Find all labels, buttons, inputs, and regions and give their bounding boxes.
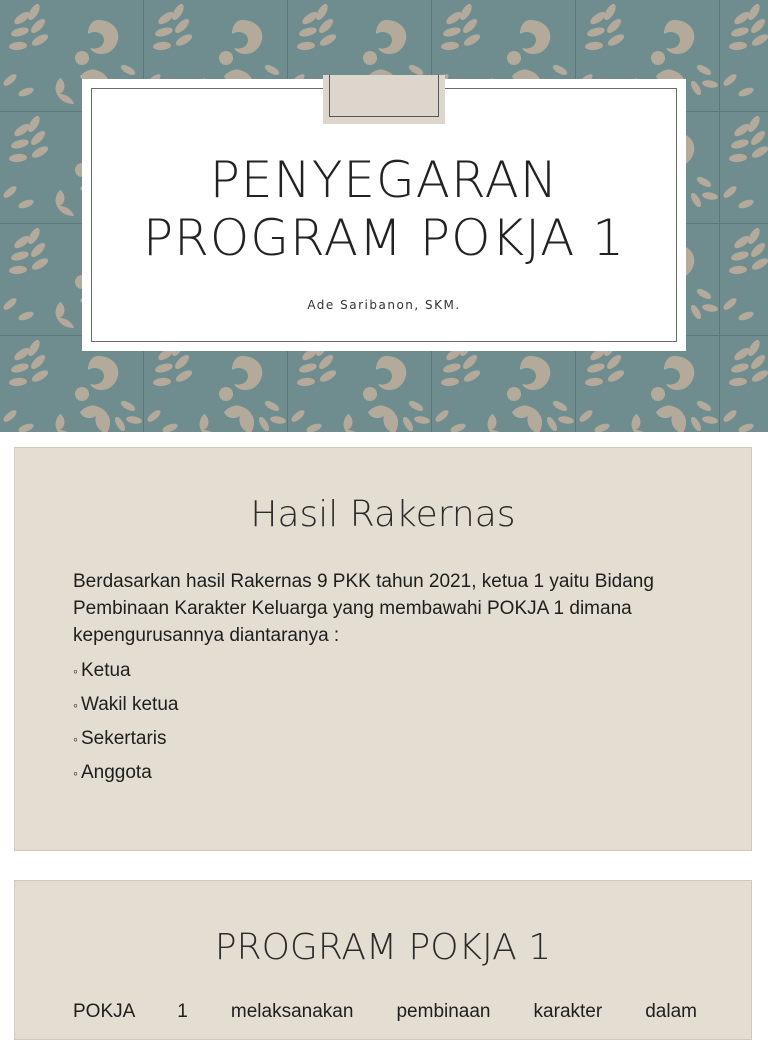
main-title-line2: PROGRAM POKJA 1 <box>142 209 626 267</box>
main-title-line1: PENYEGARAN <box>209 151 559 209</box>
bullet-icon: ◦ <box>73 731 78 747</box>
title-slide <box>0 0 768 432</box>
bullet-icon: ◦ <box>73 697 78 713</box>
list-item: ◦ Wakil ketua <box>73 694 179 715</box>
hasil-rakernas-slide <box>14 447 752 851</box>
slide-body-text: Berdasarkan hasil Rakernas 9 PKK tahun 2021, ketua 1 yaitu Bidang Pembinaan Karakter Keluarga yang membawahi POKJA 1 dimana kepengurusannya diantaranya : <box>73 571 654 646</box>
list-item: ◦ Ketua <box>73 660 131 681</box>
author-subtitle: Ade Saribanon, SKM. <box>307 298 461 312</box>
main-title <box>82 151 686 267</box>
slide-title: PROGRAM POKJA 1 <box>214 927 552 968</box>
slide-title: Hasil Rakernas <box>250 494 516 535</box>
bullet-icon: ◦ <box>73 663 78 679</box>
list-item: ◦ Anggota <box>73 762 152 783</box>
bullet-icon: ◦ <box>73 765 78 781</box>
program-pokja-slide <box>14 880 752 1040</box>
bullet-list <box>73 654 178 790</box>
title-card-tab-box <box>329 75 439 117</box>
title-card <box>82 79 686 351</box>
slide-body-text: POKJA 1 melaksanakan pembinaan karakter dalam <box>73 1001 697 1022</box>
list-item: ◦ Sekertaris <box>73 728 167 749</box>
title-card-tab <box>323 75 445 124</box>
